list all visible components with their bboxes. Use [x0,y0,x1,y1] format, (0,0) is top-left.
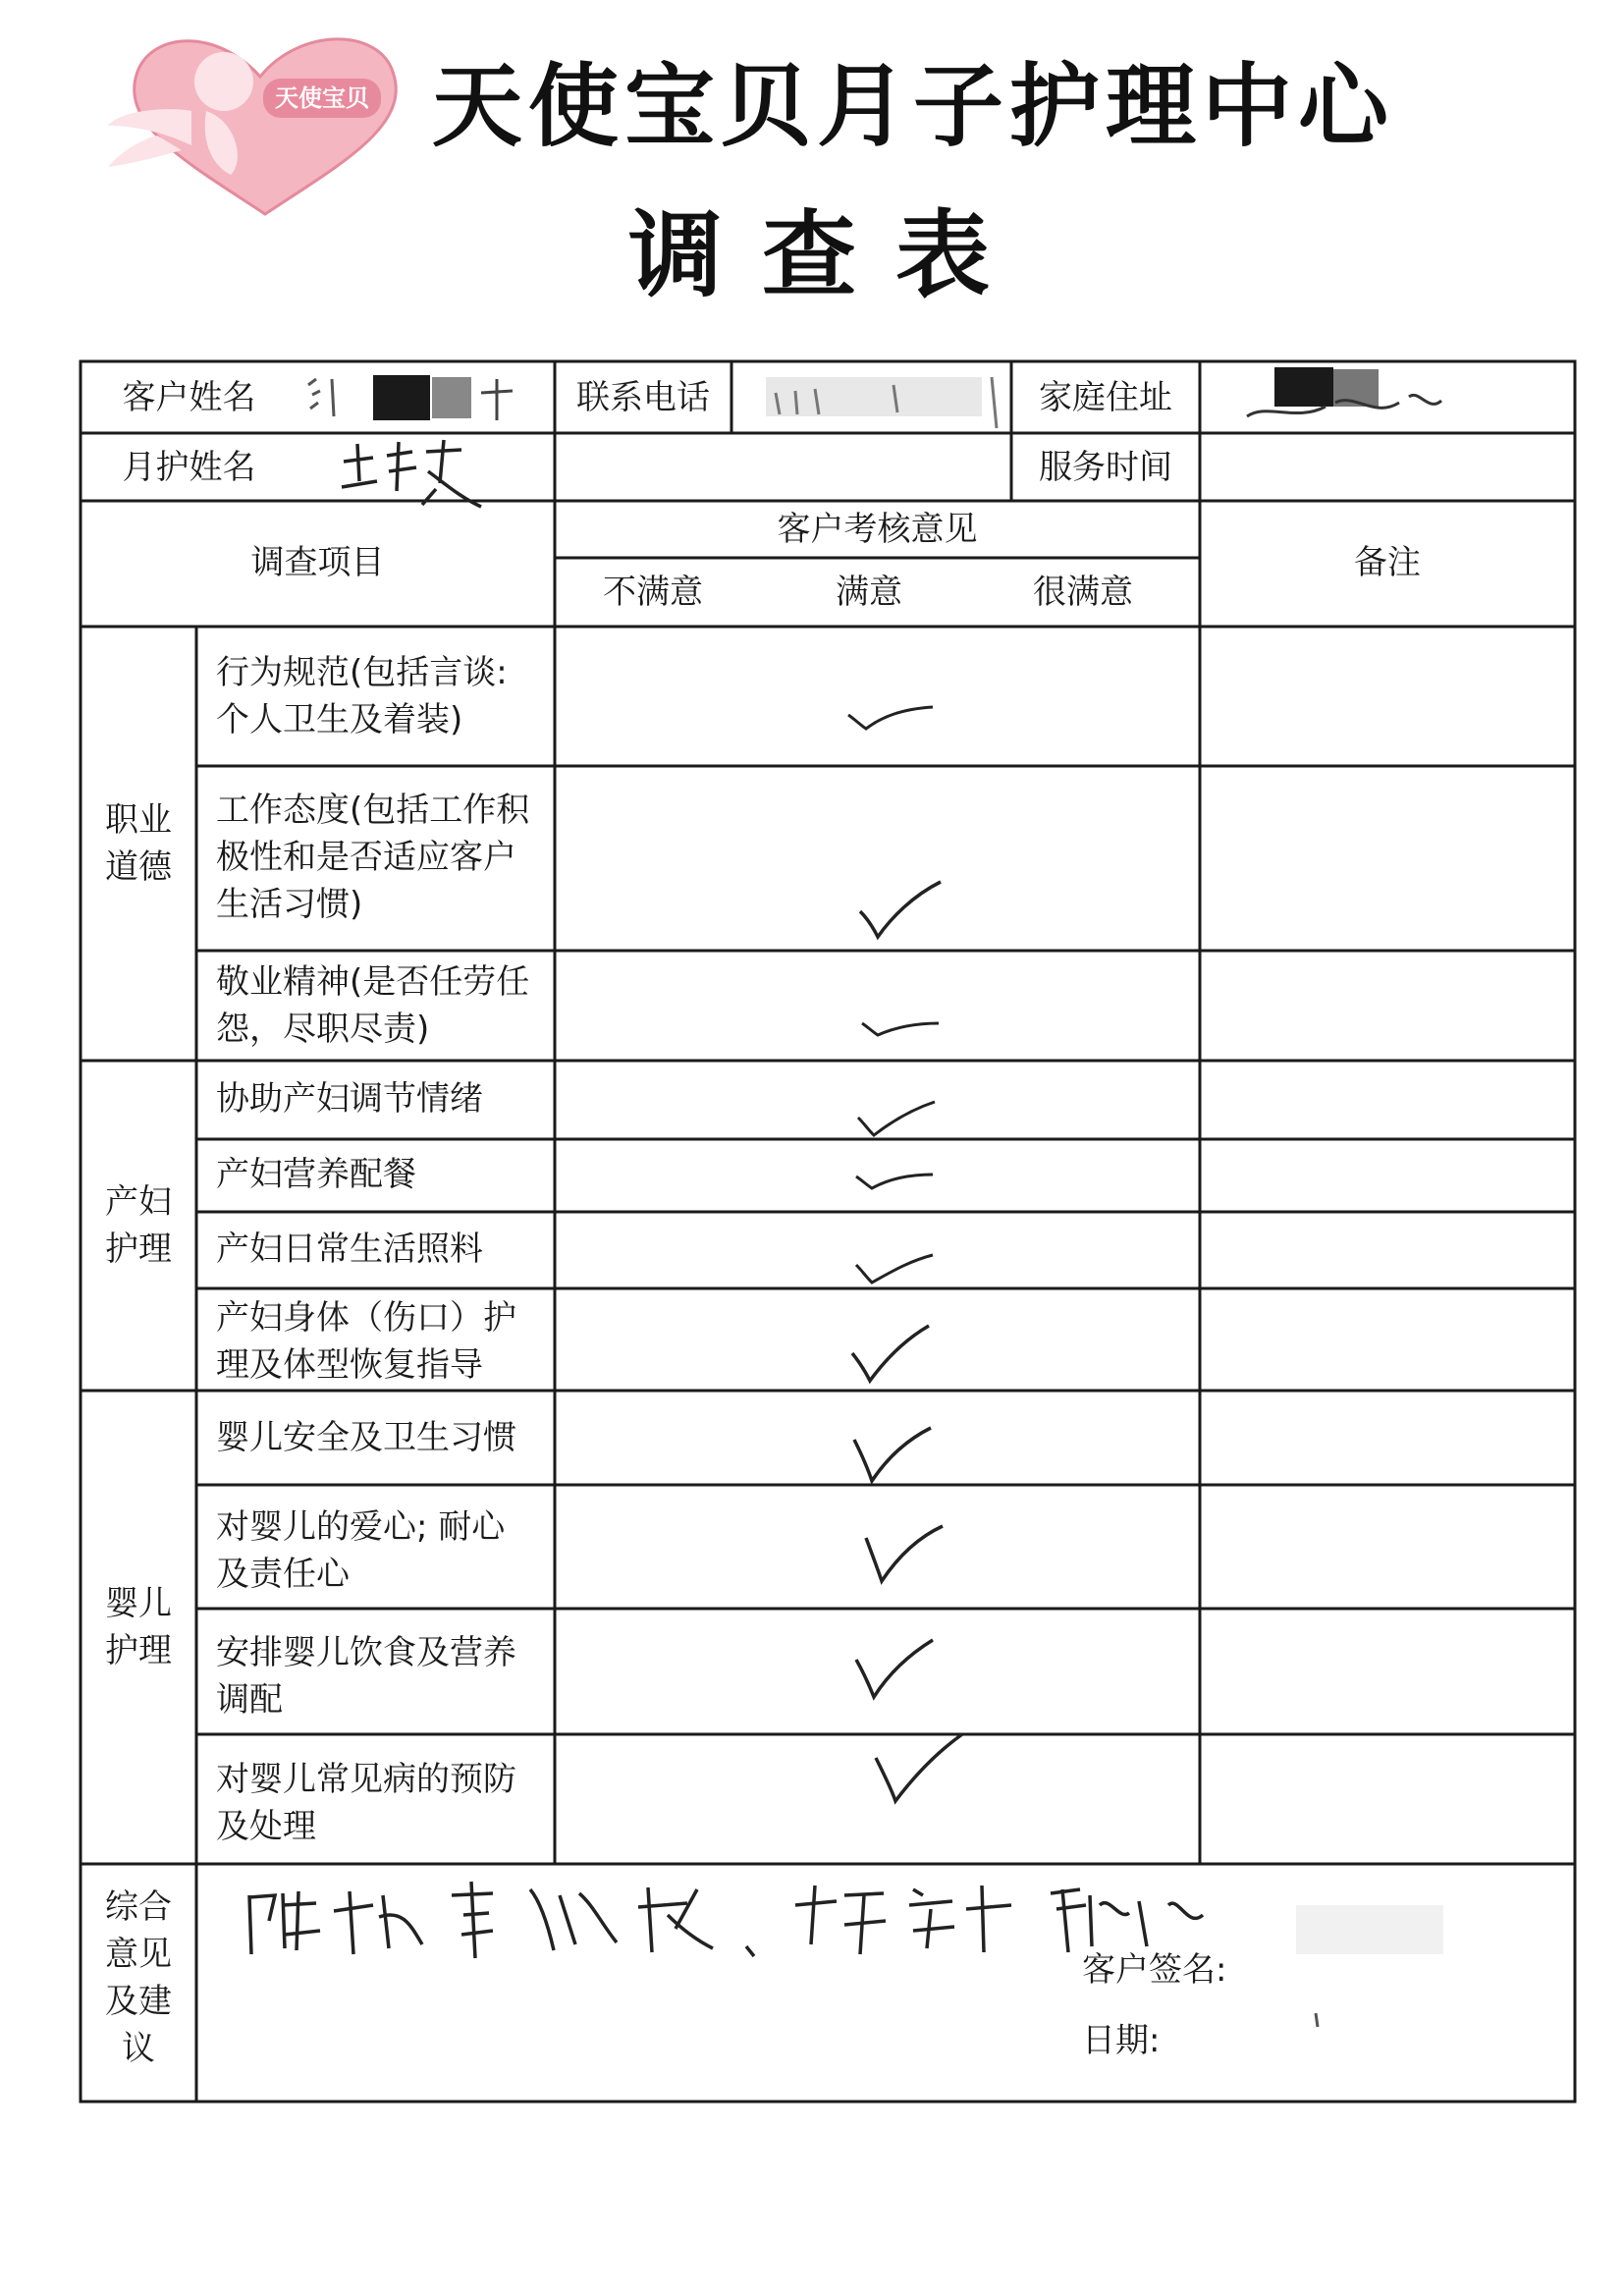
summary-handwritten-comment [236,1866,1218,1974]
check-mark-icon [852,874,950,943]
page-subtitle: 调查表 [628,200,1029,310]
item-feeding-nutrition: 安排婴儿饮食及营养 调配 [216,1633,516,1720]
item-body-recovery: 产妇身体（伤口）护 理及体型恢复指导 [216,1298,516,1385]
signature-label: 客户签名: [1082,1950,1227,1990]
customer-name-handwriting [295,365,540,430]
phone-label: 联系电话 [576,378,710,417]
nurse-name-handwriting [334,432,491,515]
summary-label: 综合 意见 及建 议 [105,1887,172,2068]
item-column-header: 调查项目 [250,543,385,582]
page-title: 天使宝贝月子护理中心 [432,54,1395,159]
item-dedication: 敬业精神(是否任劳任 怨，尽职尽责) [216,962,530,1049]
category-infant-care: 婴儿 护理 [105,1584,172,1670]
customer-name-label: 客户姓名 [122,378,256,417]
check-mark-icon [852,1092,941,1141]
angel-heart-logo [98,18,422,224]
logo-text: 天使宝贝 [275,84,369,112]
rating-header-very-satisfied: 很满意 [1033,573,1133,612]
item-work-attitude: 工作态度(包括工作积 极性和是否适应客户 生活习惯) [216,791,530,924]
category-maternal-care: 产妇 护理 [105,1182,172,1269]
opinion-column-header: 客户考核意见 [777,510,978,549]
address-handwriting [1218,363,1512,432]
check-mark-icon [860,1518,948,1587]
phone-redacted [746,363,1011,430]
check-mark-icon [846,1320,935,1389]
remark-column-header: 备注 [1354,543,1421,582]
item-infant-safety: 婴儿安全及卫生习惯 [216,1418,516,1457]
check-mark-icon [870,1728,968,1807]
check-mark-icon [848,1418,937,1487]
check-mark-icon [850,1239,939,1288]
item-behavior-norms: 行为规范(包括言谈: 个人卫生及着装) [216,653,508,739]
date-label: 日期: [1082,2021,1161,2060]
item-disease-prevention: 对婴儿常见病的预防 及处理 [216,1760,516,1846]
rating-header-dissatisfied: 不满意 [603,573,703,612]
item-mood-adjustment: 协助产妇调节情绪 [216,1079,483,1119]
nurse-name-label: 月护姓名 [122,448,256,487]
check-mark-icon [850,1632,939,1703]
address-label: 家庭住址 [1039,378,1172,417]
item-daily-care: 产妇日常生活照料 [216,1230,483,1269]
category-professional-ethics: 职业 道德 [105,800,172,887]
check-mark-icon [842,687,941,737]
item-nutrition-meals: 产妇营养配餐 [216,1155,416,1194]
signature-redacted [1257,1895,1492,2033]
service-time-label: 服务时间 [1039,448,1172,487]
check-mark-icon [850,1161,939,1200]
check-mark-icon [856,1004,945,1043]
rating-header-satisfied: 满意 [836,573,902,612]
item-love-patience: 对婴儿的爱心; 耐心 及责任心 [216,1507,506,1594]
